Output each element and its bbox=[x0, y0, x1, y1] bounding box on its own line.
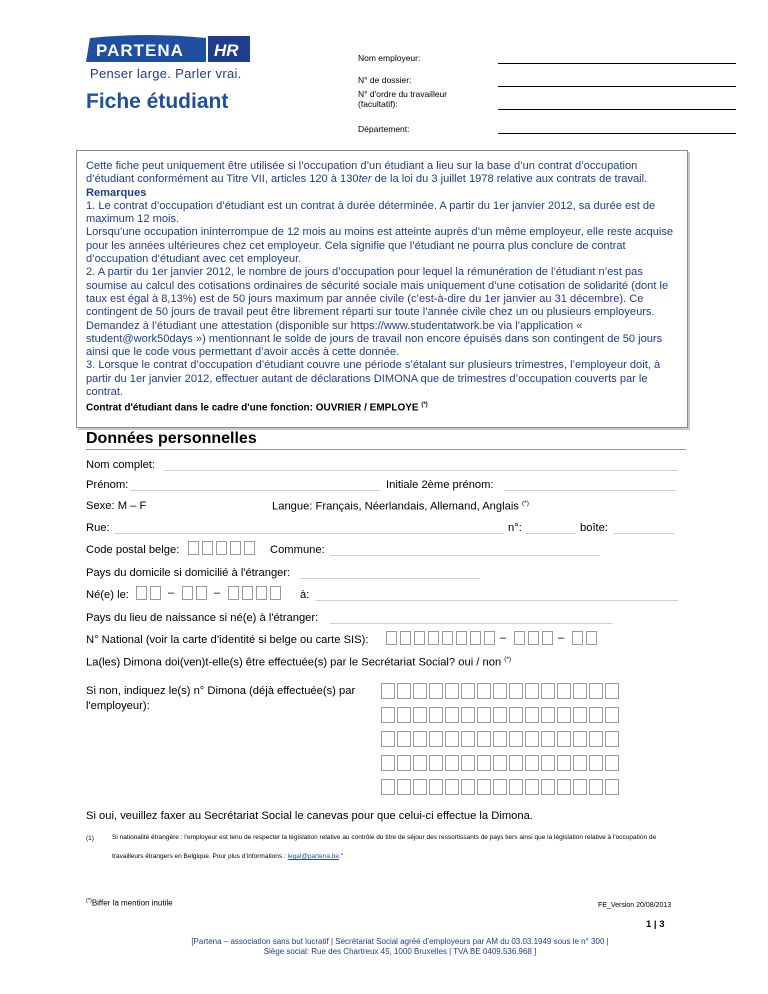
dimona-number-box[interactable] bbox=[605, 707, 619, 723]
dimona-number-box[interactable] bbox=[541, 779, 555, 795]
number-field[interactable] bbox=[526, 533, 576, 534]
dimona-number-box[interactable] bbox=[477, 683, 491, 699]
dimona-number-box[interactable] bbox=[509, 755, 523, 771]
birth-year-box[interactable] bbox=[242, 586, 253, 600]
dimona-number-box[interactable] bbox=[493, 683, 507, 699]
national-number-box[interactable] bbox=[386, 631, 397, 645]
footer-line-1: [Partena – association sans but lucratif | Secrétariat Social agréé d’employeurs par AM du 03.03.1949 sous le n° 300 | bbox=[191, 937, 609, 946]
dimona-number-box[interactable] bbox=[605, 755, 619, 771]
dimona-number-box[interactable] bbox=[557, 755, 571, 771]
dimona-number-box[interactable] bbox=[525, 779, 539, 795]
dimona-number-box[interactable] bbox=[509, 731, 523, 747]
birth-day-box[interactable] bbox=[150, 586, 161, 600]
street-label: Rue: bbox=[86, 522, 110, 534]
worker-number-label: N° d'ordre du travailleur (facultatif): bbox=[358, 89, 448, 109]
delete-mention-note: (*)Biffer la mention inutile bbox=[86, 898, 173, 908]
dimona-number-box[interactable] bbox=[429, 731, 443, 747]
dimona-number-box[interactable] bbox=[573, 779, 587, 795]
department-field[interactable] bbox=[498, 133, 736, 134]
dimona-number-box[interactable] bbox=[413, 707, 427, 723]
dimona-number-box[interactable] bbox=[509, 683, 523, 699]
svg-text:PARTENA: PARTENA bbox=[96, 41, 184, 60]
file-number-field[interactable] bbox=[498, 86, 736, 87]
dimona-number-box[interactable] bbox=[381, 779, 395, 795]
contract-type: Contrat d'étudiant dans le cadre d'une fonction: OUVRIER / EMPLOYE (*) bbox=[86, 402, 428, 414]
dimona-number-box[interactable] bbox=[557, 731, 571, 747]
file-number-label: N° de dossier: bbox=[358, 75, 412, 85]
box-label: boîte: bbox=[580, 522, 608, 534]
national-number-box[interactable] bbox=[542, 631, 553, 645]
box-field[interactable] bbox=[614, 533, 674, 534]
dimona-number-box[interactable] bbox=[541, 731, 555, 747]
dimona-number-box[interactable] bbox=[461, 731, 475, 747]
foreign-country-field[interactable] bbox=[300, 578, 480, 579]
dimona-number-box[interactable] bbox=[493, 755, 507, 771]
notice-text bbox=[86, 160, 682, 399]
birth-place-field[interactable] bbox=[316, 600, 678, 601]
dimona-number-box[interactable] bbox=[461, 707, 475, 723]
page-footer bbox=[120, 937, 680, 957]
birth-year-box[interactable] bbox=[256, 586, 267, 600]
birth-month-box[interactable] bbox=[196, 586, 207, 600]
dimona-number-grid[interactable] bbox=[381, 683, 621, 797]
remark-1b: Lorsqu’une occupation ininterrompue de 12 mois au moins est atteinte auprès d’un même employeur, elle reste acquise pour les années ultérieures chez cet employeur. Cela signifie que l’étudiant ne pourra plus conclure de contrat d’occupation d’étudiant avec cet employeur. bbox=[86, 226, 674, 266]
remark-3: 3. Lorsque le contrat d’occupation d’étudiant couvre une période s’étalant sur plusieurs trimestres, l’employeur doit, à partir du 1er janvier 2012, effectuer autant de déclarations DIMONA que de trimestres d’occupation couverts par le contrat. bbox=[86, 359, 661, 399]
dimona-number-box[interactable] bbox=[477, 779, 491, 795]
dimona-number-box[interactable] bbox=[557, 683, 571, 699]
birth-date-label: Né(e) le: bbox=[86, 589, 129, 601]
partena-hr-logo bbox=[86, 34, 250, 64]
national-number-box[interactable] bbox=[414, 631, 425, 645]
date-separator: – bbox=[214, 587, 221, 599]
remark-1a: 1. Le contrat d’occupation d’étudiant est un contrat à durée déterminée. A partir du 1er janvier 2012, sa durée est de maximum 12 mois. bbox=[86, 199, 656, 226]
language-options[interactable]: Langue: Français, Néerlandais, Allemand, Anglais (*) bbox=[272, 500, 529, 513]
dimona-number-box[interactable] bbox=[413, 731, 427, 747]
dimona-number-box[interactable] bbox=[413, 683, 427, 699]
notice-intro: Cette fiche peut uniquement être utilisée si l’occupation d’un étudiant a lieu sur la base d’un contrat d’occupation d’étudiant conformément au Titre VII, articles 120 à 130ter de la loi du 3 juillet 1978 relative aux contrats de travail. bbox=[86, 160, 648, 186]
dimona-number-box[interactable] bbox=[605, 683, 619, 699]
dimona-number-box[interactable] bbox=[509, 779, 523, 795]
national-number-box[interactable] bbox=[442, 631, 453, 645]
dimona-number-box[interactable] bbox=[589, 683, 603, 699]
national-number-box[interactable] bbox=[586, 631, 597, 645]
dimona-number-box[interactable] bbox=[461, 683, 475, 699]
dimona-number-box[interactable] bbox=[397, 755, 411, 771]
section-divider bbox=[86, 449, 686, 450]
national-number-box[interactable] bbox=[470, 631, 481, 645]
section-title: Données personnelles bbox=[86, 430, 257, 447]
birth-month-box[interactable] bbox=[182, 586, 193, 600]
fax-instruction: Si oui, veuillez faxer au Secrétariat Social le canevas pour que celui-ci effectue la Dimona. bbox=[86, 810, 533, 822]
birth-day-box[interactable] bbox=[136, 586, 147, 600]
municipality-field[interactable] bbox=[330, 555, 600, 556]
dimona-number-box[interactable] bbox=[381, 707, 395, 723]
dimona-number-box[interactable] bbox=[589, 779, 603, 795]
dimona-number-box[interactable] bbox=[477, 707, 491, 723]
worker-number-field[interactable] bbox=[498, 109, 736, 110]
postal-code-box[interactable] bbox=[230, 541, 241, 555]
postal-code-box[interactable] bbox=[244, 541, 255, 555]
national-number-label: N° National (voir la carte d’identité si belge ou carte SIS): bbox=[86, 634, 369, 646]
dimona-number-box[interactable] bbox=[525, 707, 539, 723]
national-number-box[interactable] bbox=[456, 631, 467, 645]
dimona-number-box[interactable] bbox=[413, 755, 427, 771]
dimona-number-box[interactable] bbox=[477, 755, 491, 771]
dimona-number-box[interactable] bbox=[541, 683, 555, 699]
date-separator: – bbox=[168, 587, 175, 599]
dimona-number-box[interactable] bbox=[589, 755, 603, 771]
national-number-box[interactable] bbox=[400, 631, 411, 645]
dimona-number-box[interactable] bbox=[381, 683, 395, 699]
postal-code-box[interactable] bbox=[202, 541, 213, 555]
full-name-label: Nom complet: bbox=[86, 459, 156, 471]
dimona-number-box[interactable] bbox=[541, 707, 555, 723]
dimona-number-box[interactable] bbox=[397, 707, 411, 723]
municipality-label: Commune: bbox=[270, 544, 325, 556]
dimona-number-box[interactable] bbox=[589, 731, 603, 747]
legal-email-link[interactable]: legal@partena.be bbox=[287, 853, 340, 860]
street-field[interactable] bbox=[114, 533, 504, 534]
full-name-field[interactable] bbox=[164, 470, 678, 471]
number-label: n°: bbox=[508, 522, 522, 534]
svg-text:HR: HR bbox=[214, 41, 239, 60]
page-number: 1 | 3 bbox=[646, 919, 665, 930]
dimona-number-box[interactable] bbox=[573, 683, 587, 699]
footer-line-2: Siège social: Rue des Chartreux 45, 1000 Bruxelles | TVA BE 0409.536.968 ] bbox=[263, 947, 537, 956]
national-number-box[interactable] bbox=[528, 631, 539, 645]
footnote-number: (1) bbox=[86, 835, 94, 842]
remarks-title: Remarques bbox=[86, 186, 147, 199]
sex-options[interactable]: Sexe: M – F bbox=[86, 500, 147, 512]
dimona-number-box[interactable] bbox=[493, 779, 507, 795]
national-number-separator: – bbox=[558, 632, 565, 644]
remark-2: 2. A partir du 1er janvier 2012, le nombre de jours d’occupation pour lequel la rémunération de l’étudiant n’est pas soumise au calcul des cotisations ordinaires de sécurité sociale mais uniquement d’une cotisation de solidarité (dont le taux est égal à 8,13%) est de 50 jours maximum par année civile (c’est-à-dire du 1er janvier au 31 décembre). Ce contingent de 50 jours de travail peut être librement réparti sur toute l’année civile chez un ou plusieurs employeurs. Demandez à l’étudiant une attestation (disponible sur https://www.studentatwork.be via l’application « student@work50days ») mentionnant le solde de jours de travail non encore épuisés dans son contingent de 50 jours ainsi que le code vous permettant d’avoir accès à cette donnée. bbox=[86, 266, 669, 359]
dimona-number-box[interactable] bbox=[445, 683, 459, 699]
dimona-number-box[interactable] bbox=[525, 755, 539, 771]
dimona-number-box[interactable] bbox=[493, 731, 507, 747]
dimona-number-box[interactable] bbox=[445, 779, 459, 795]
birth-year-box[interactable] bbox=[270, 586, 281, 600]
employer-name-label: Nom employeur: bbox=[358, 53, 421, 63]
dimona-number-box[interactable] bbox=[461, 755, 475, 771]
national-number-box[interactable] bbox=[514, 631, 525, 645]
second-initial-label: Initiale 2ème prénom: bbox=[386, 479, 494, 491]
dimona-number-box[interactable] bbox=[573, 755, 587, 771]
dimona-number-box[interactable] bbox=[461, 779, 475, 795]
dimona-question[interactable]: La(les) Dimona doi(ven)t-elle(s) être effectuée(s) par le Secrétariat Social? oui / non (*) bbox=[86, 656, 512, 669]
postal-code-label: Code postal belge: bbox=[86, 544, 180, 556]
document-version: FE_Version 20/08/2013 bbox=[598, 902, 672, 909]
dimona-number-box[interactable] bbox=[477, 731, 491, 747]
foreign-country-label: Pays du domicile si domicilié à l'étranger: bbox=[86, 567, 291, 579]
dimona-number-box[interactable] bbox=[397, 683, 411, 699]
dimona-number-box[interactable] bbox=[445, 755, 459, 771]
dimona-number-box[interactable] bbox=[557, 707, 571, 723]
logo-tagline: Penser large. Parler vrai. bbox=[90, 66, 242, 81]
first-name-field[interactable] bbox=[130, 490, 380, 491]
dimona-number-box[interactable] bbox=[429, 683, 443, 699]
birth-country-label: Pays du lieu de naissance si né(e) à l'étranger: bbox=[86, 612, 319, 624]
dimona-number-box[interactable] bbox=[605, 731, 619, 747]
national-number-box[interactable] bbox=[428, 631, 439, 645]
dimona-number-box[interactable] bbox=[413, 779, 427, 795]
dimona-numbers-label: Si non, indiquez le(s) n° Dimona (déjà effectuée(s) par l'employeur): bbox=[86, 685, 356, 712]
birth-year-box[interactable] bbox=[228, 586, 239, 600]
birth-place-label: à: bbox=[300, 589, 310, 601]
dimona-number-box[interactable] bbox=[445, 731, 459, 747]
document-title: Fiche étudiant bbox=[86, 90, 229, 113]
second-initial-field[interactable] bbox=[504, 490, 676, 491]
dimona-number-box[interactable] bbox=[525, 683, 539, 699]
birth-country-field[interactable] bbox=[330, 623, 612, 624]
dimona-number-box[interactable] bbox=[397, 731, 411, 747]
first-name-label: Prénom: bbox=[86, 479, 129, 491]
dimona-number-box[interactable] bbox=[573, 731, 587, 747]
dimona-number-box[interactable] bbox=[429, 707, 443, 723]
dimona-number-box[interactable] bbox=[445, 707, 459, 723]
dimona-number-box[interactable] bbox=[525, 731, 539, 747]
dimona-number-box[interactable] bbox=[541, 755, 555, 771]
dimona-number-box[interactable] bbox=[509, 707, 523, 723]
dimona-number-box[interactable] bbox=[429, 779, 443, 795]
department-label: Département: bbox=[358, 124, 410, 134]
postal-code-box[interactable] bbox=[188, 541, 199, 555]
dimona-number-box[interactable] bbox=[397, 779, 411, 795]
postal-code-box[interactable] bbox=[216, 541, 227, 555]
dimona-number-box[interactable] bbox=[493, 707, 507, 723]
national-number-box[interactable] bbox=[572, 631, 583, 645]
dimona-number-box[interactable] bbox=[429, 755, 443, 771]
dimona-number-box[interactable] bbox=[381, 731, 395, 747]
dimona-number-box[interactable] bbox=[557, 779, 571, 795]
dimona-number-box[interactable] bbox=[573, 707, 587, 723]
national-number-separator: – bbox=[500, 632, 507, 644]
footnote-text: Si nationalité étrangère : l'employeur est tenu de respecter la législation relative au contrôle du titre de séjour des ressortissants de pays tiers ainsi que la législation relative à l'occupation de travailleurs étrangers en Belgique. Pour plus d’informations : legal@partena.be." bbox=[112, 834, 657, 860]
dimona-number-box[interactable] bbox=[605, 779, 619, 795]
dimona-number-box[interactable] bbox=[381, 755, 395, 771]
dimona-number-box[interactable] bbox=[589, 707, 603, 723]
national-number-box[interactable] bbox=[484, 631, 495, 645]
employer-name-field[interactable] bbox=[498, 63, 736, 64]
